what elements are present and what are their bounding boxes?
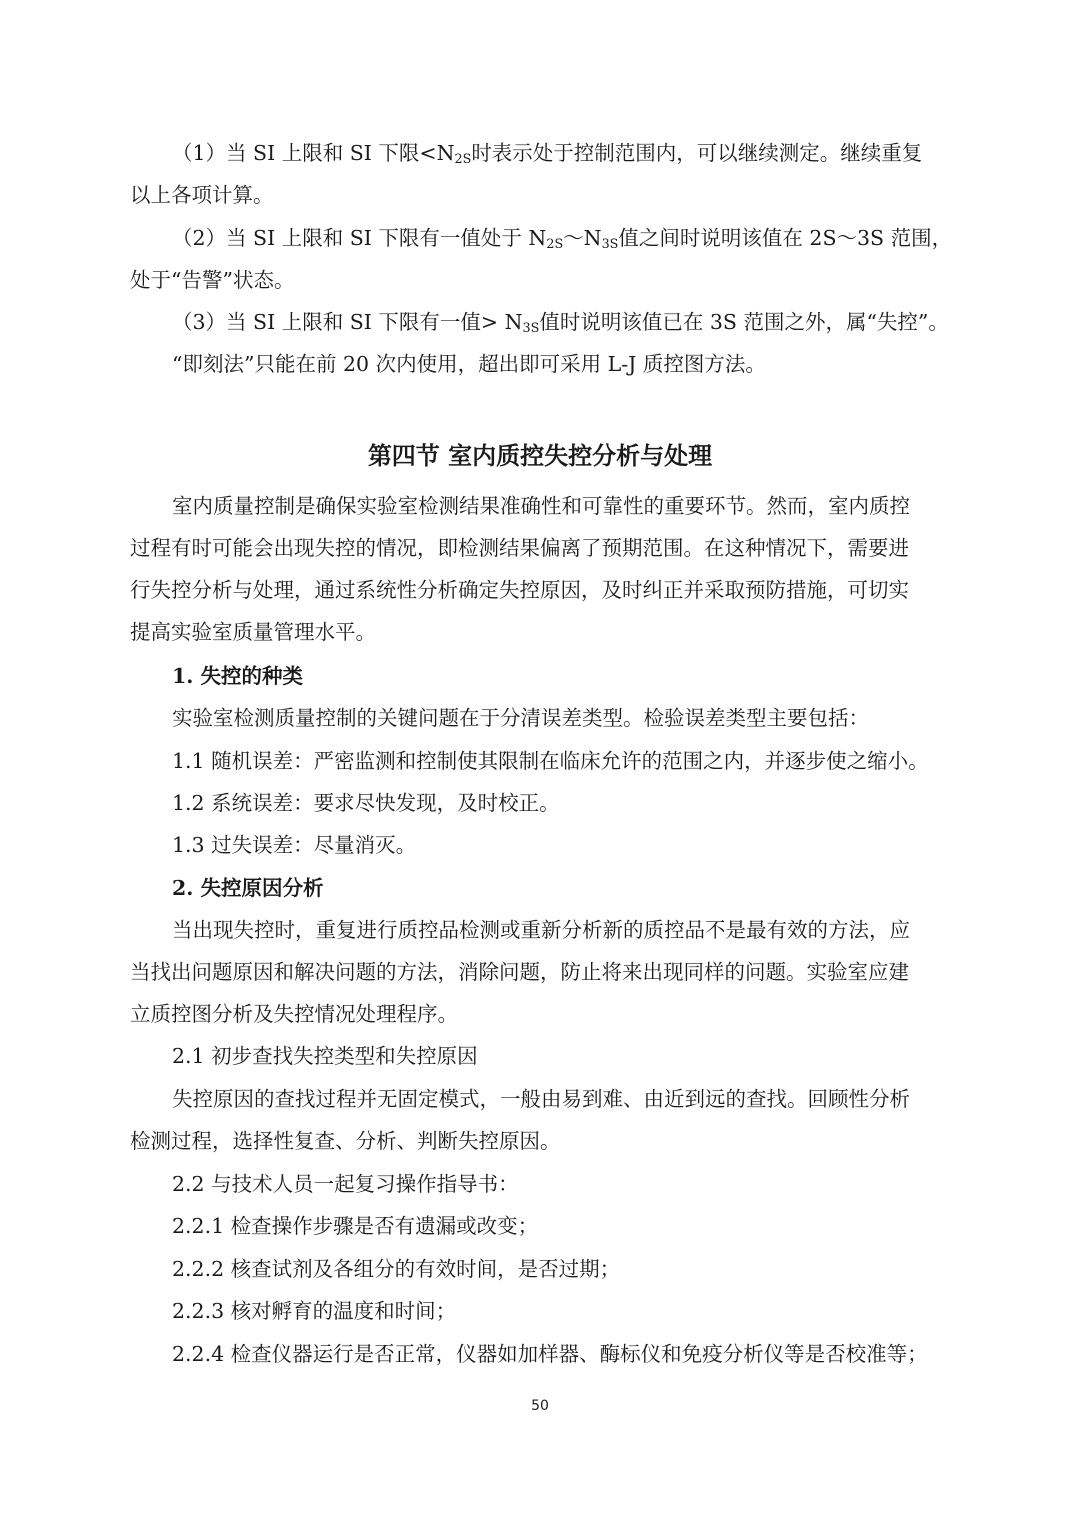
subscript-2s: 2S [454, 151, 472, 167]
item-2-2-2: 2.2.2 核查试剂及各组分的有效时间，是否过期； [172, 1257, 621, 1281]
para-4-line: “即刻法”只能在前 20 次内使用，超出即可采用 L-J 质控图方法。 [172, 352, 766, 376]
item-1-2: 1.2 系统误差：要求尽快发现，及时校正。 [172, 791, 560, 815]
subheading-2-text-line-2: 当找出问题原因和解决问题的方法，消除问题，防止将来出现同样的问题。实验室应建 [130, 960, 909, 984]
para-1-text-b: 时表示处于控制范围内，可以继续测定。继续重复 [471, 141, 923, 165]
para-1-text-a: （1）当 SI 上限和 SI 下限<N [172, 141, 455, 165]
para-2-line-2: 处于“告警”状态。 [130, 268, 295, 292]
para-2-line-1 [172, 225, 952, 257]
para-3-line-1 [172, 309, 952, 341]
subscript-3s: 3S [601, 236, 619, 252]
item-2-2-1: 2.2.1 检查操作步骤是否有遗漏或改变； [172, 1214, 539, 1238]
intro-line-2: 过程有时可能会出现失控的情况，即检测结果偏离了预期范围。在这种情况下，需要进 [130, 536, 909, 560]
para-2-text-b: ～N [563, 226, 602, 250]
page-number: 50 [531, 1398, 549, 1414]
subheading-1: 1. 失控的种类 [172, 664, 304, 688]
subheading-2: 2. 失控原因分析 [172, 876, 324, 900]
para-2-text-a: （2）当 SI 上限和 SI 下限有一值处于 N [172, 226, 547, 250]
section-title: 第四节 室内质控失控分析与处理 [367, 441, 713, 470]
item-2-2-4: 2.2.4 检查仪器运行是否正常，仪器如加样器、酶标仪和免疫分析仪等是否校准等； [172, 1342, 928, 1366]
subheading-1-text: 实验室检测质量控制的关键问题在于分清误差类型。检验误差类型主要包括： [172, 706, 869, 730]
para-2-text-c: 值之间时说明该值在 2S～3S 范围， [618, 226, 953, 250]
intro-line-3: 行失控分析与处理，通过系统性分析确定失控原因，及时纠正并采取预防措施，可切实 [130, 578, 909, 602]
intro-line-1: 室内质量控制是确保实验室检测结果准确性和可靠性的重要环节。然而，室内质控 [172, 494, 910, 518]
para-3-text-b: 值时说明该值已在 3S 范围之外，属“失控”。 [539, 310, 949, 334]
para-1-line-1 [172, 140, 952, 172]
subheading-2-text-line-3: 立质控图分析及失控情况处理程序。 [130, 1002, 458, 1026]
item-2-1: 2.1 初步查找失控类型和失控原因 [172, 1044, 478, 1068]
subheading-2-text-line-1: 当出现失控时，重复进行质控品检测或重新分析新的质控品不是最有效的方法，应 [172, 918, 910, 942]
subscript-3s: 3S [522, 320, 540, 336]
subscript-2s: 2S [546, 236, 564, 252]
item-2-2-3: 2.2.3 核对孵育的温度和时间； [172, 1299, 457, 1323]
item-1-1: 1.1 随机误差：严密监测和控制使其限制在临床允许的范围之内，并逐步使之缩小。 [172, 749, 929, 773]
intro-line-4: 提高实验室质量管理水平。 [130, 620, 376, 644]
item-1-3: 1.3 过失误差：尽量消灭。 [172, 833, 417, 857]
item-2-1-text-line-1: 失控原因的查找过程并无固定模式，一般由易到难、由近到远的查找。回顾性分析 [172, 1087, 910, 1111]
para-3-text-a: （3）当 SI 上限和 SI 下限有一值> N [172, 310, 523, 334]
para-1-line-2: 以上各项计算。 [130, 183, 274, 207]
item-2-2: 2.2 与技术人员一起复习操作指导书： [172, 1172, 519, 1196]
item-2-1-text-line-2: 检测过程，选择性复查、分析、判断失控原因。 [130, 1129, 561, 1153]
